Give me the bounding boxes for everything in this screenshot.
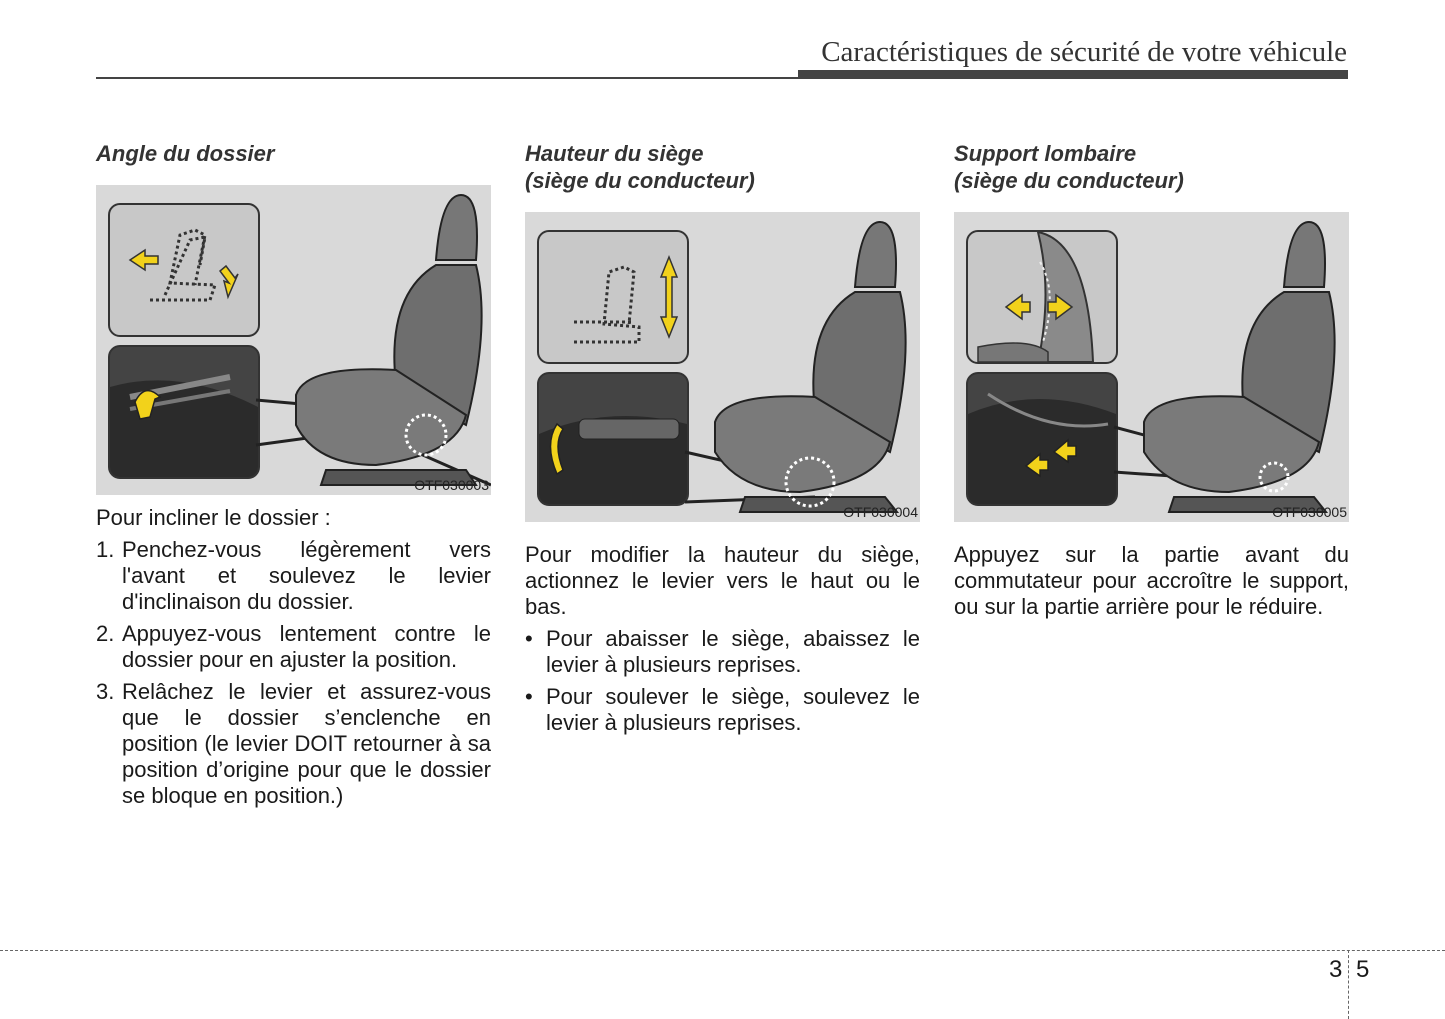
list-item-text: Relâchez le levier et assurez-vous que le dossier s’enclenche en position (le levier DOIT retourner à sa position d’origine pour que le dossier se bloque en position.) <box>122 679 491 808</box>
section-title <box>525 140 920 194</box>
section-intro: Appuyez sur la partie avant du commutateur pour accroître le support, ou sur la partie arrière pour le réduire. <box>954 542 1349 619</box>
header-rule-thin <box>96 77 801 79</box>
section-title <box>954 140 1349 194</box>
figure-seat-height <box>525 212 920 522</box>
section-intro: Pour modifier la hauteur du siège, actionnez le levier vers le haut ou le bas. <box>525 542 920 619</box>
figure-code: OTF030005 <box>1272 504 1347 520</box>
section-title <box>96 140 491 167</box>
list-item <box>96 679 491 809</box>
section-title-line1: Angle du dossier <box>96 141 275 166</box>
list-item-text: Penchez-vous légèrement vers l'avant et soulevez le levier d'inclinaison du dossier. <box>122 537 491 614</box>
seat-illustration-icon <box>954 212 1349 522</box>
footer-vertical-divider <box>1348 950 1349 1019</box>
list-item <box>96 537 491 615</box>
list-item <box>525 626 920 678</box>
section-title-line1: Hauteur du siège <box>525 141 704 166</box>
list-item <box>96 621 491 673</box>
section-title-line2: (siège du conducteur) <box>525 168 755 193</box>
list-item <box>525 684 920 736</box>
section-lumbar-support <box>954 140 1349 620</box>
list-item-text: Appuyez-vous lentement contre le dossier pour en ajuster la position. <box>122 621 491 672</box>
header-rule-thick <box>798 70 1348 79</box>
figure-lumbar-support <box>954 212 1349 522</box>
figure-code: OTF030004 <box>843 504 918 520</box>
list-item-text: Pour abaisser le siège, abaissez le levier à plusieurs reprises. <box>546 626 920 677</box>
list-marker: 2. <box>96 621 115 646</box>
section-backrest-angle <box>96 140 491 815</box>
footer-divider <box>0 950 1445 951</box>
page-header-title: Caractéristiques de sécurité de votre véhicule <box>821 36 1347 68</box>
list-marker: • <box>525 626 533 651</box>
seat-illustration-icon <box>525 212 920 522</box>
chapter-number: 3 <box>1329 956 1343 983</box>
steps-list <box>96 537 491 809</box>
list-item-text: Pour soulever le siège, soulevez le levier à plusieurs reprises. <box>546 684 920 735</box>
figure-backrest-angle <box>96 185 491 495</box>
page-number: 5 <box>1356 956 1370 983</box>
figure-code: OTF030003 <box>414 477 489 493</box>
list-marker: 3. <box>96 679 115 704</box>
list-marker: 1. <box>96 537 115 562</box>
list-marker: • <box>525 684 533 709</box>
seat-illustration-icon <box>96 185 491 495</box>
section-title-line2: (siège du conducteur) <box>954 168 1184 193</box>
section-seat-height <box>525 140 920 742</box>
bullet-list <box>525 626 920 736</box>
section-title-line1: Support lombaire <box>954 141 1137 166</box>
section-intro: Pour incliner le dossier : <box>96 505 331 530</box>
